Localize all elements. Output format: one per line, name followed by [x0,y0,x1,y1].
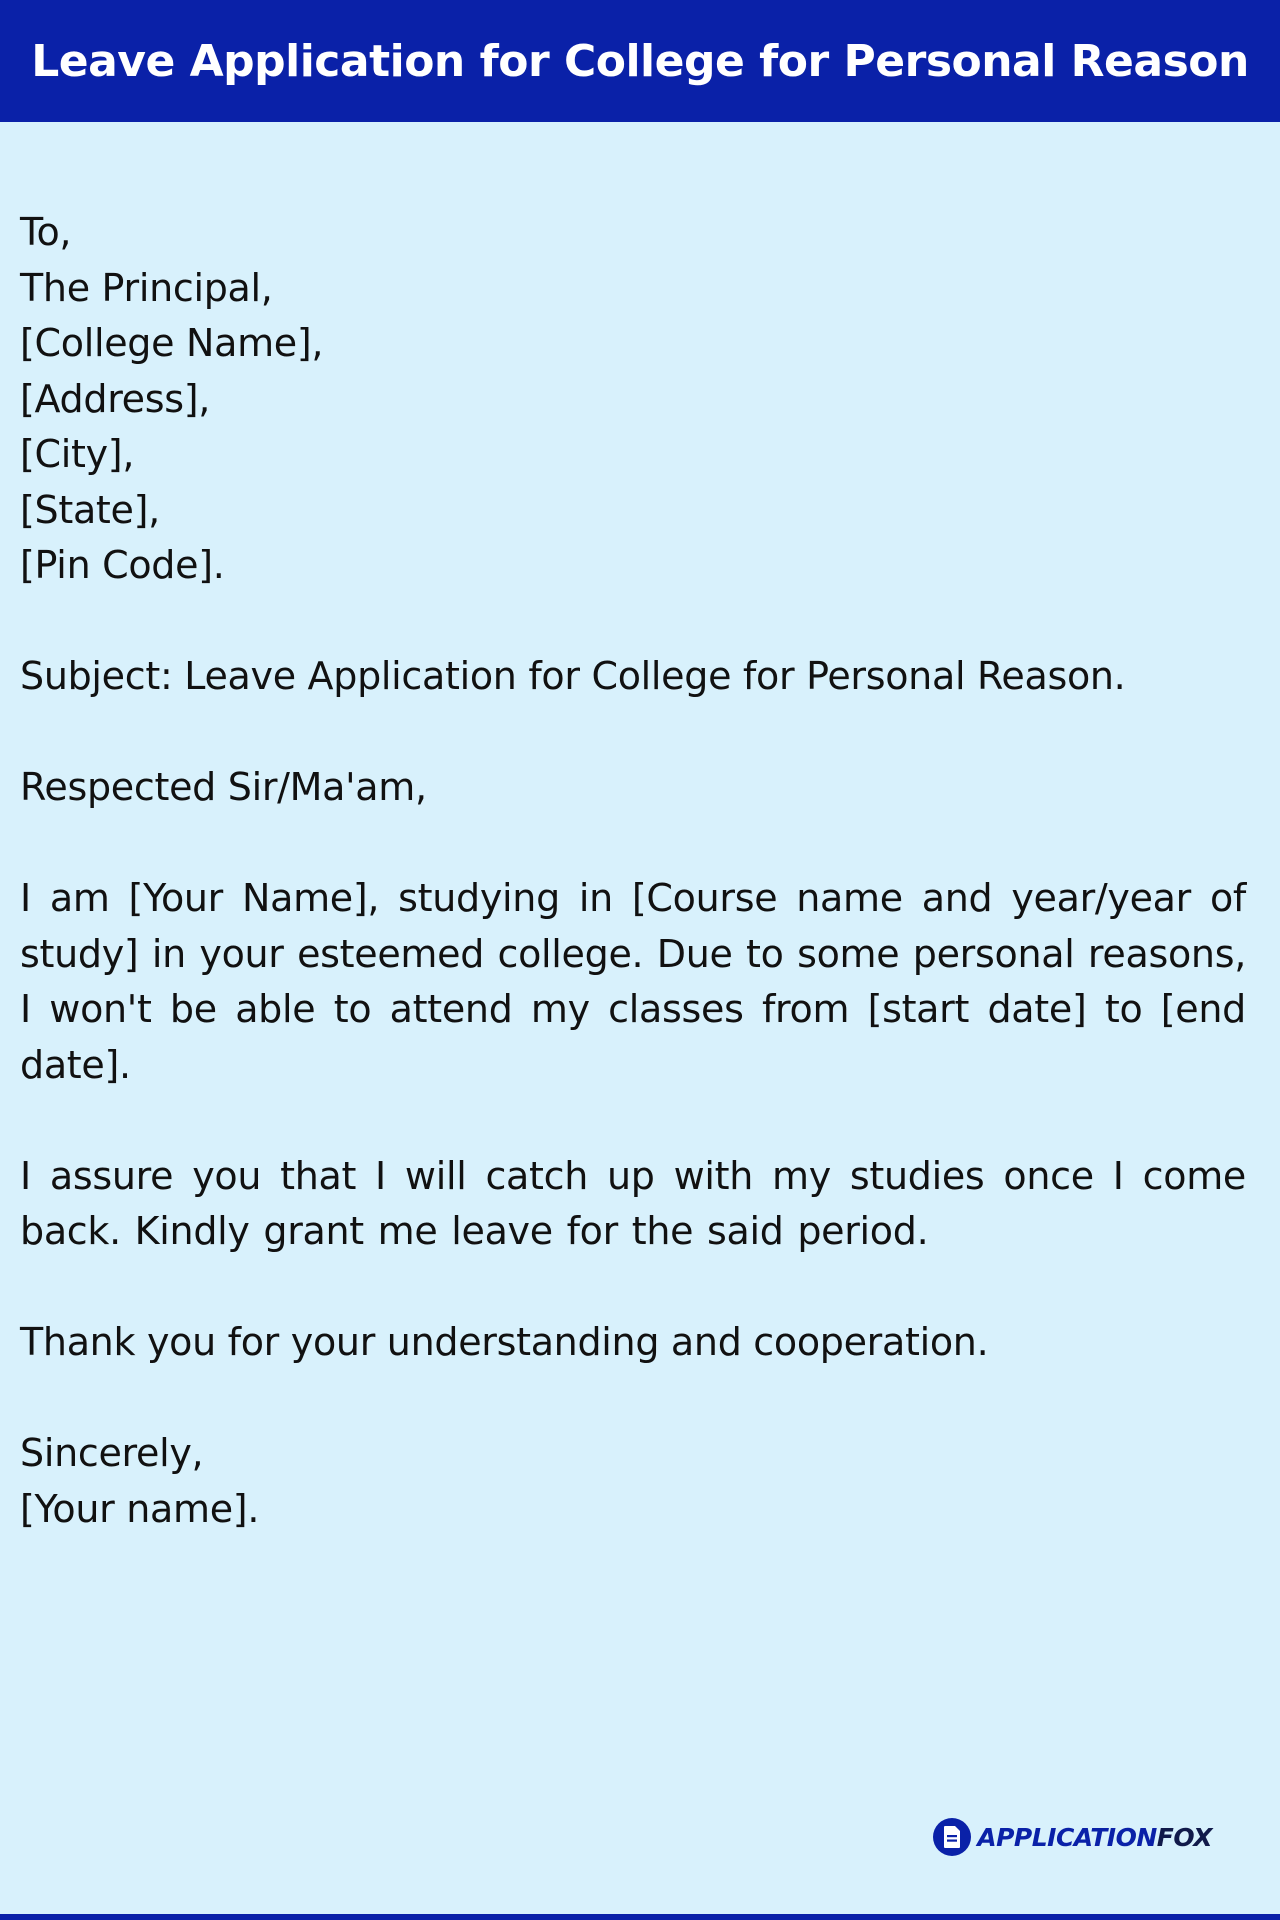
body-paragraph-3: Thank you for your understanding and cooperation. [20,1320,989,1364]
address-line: [State], [20,487,160,532]
spacer [20,594,1246,650]
signature: [Your name]. [20,1486,260,1531]
address-line: To, [20,210,72,254]
spacer [20,705,1246,761]
brand-name [977,1823,1212,1852]
bottom-border [0,1914,1280,1920]
spacer [20,816,1246,872]
subject-line: Subject: Leave Application for College for Personal Reason. [20,654,1126,698]
address-line: [College Name], [20,321,324,365]
address-line: The Principal, [20,265,273,310]
document-icon [933,1818,971,1856]
brand-logo [933,1818,1212,1856]
salutation: Respected Sir/Ma'am, [20,765,427,809]
spacer [20,1371,1246,1427]
letter-body [20,205,1246,1537]
address-line: [Pin Code]. [20,543,225,587]
address-line: [Address], [20,376,211,421]
spacer [20,1093,1246,1149]
body-paragraph-1: I am [Your Name], studying in [Course name and year/year of study] in your esteemed college. Due to some personal reasons, I won't be able to attend my classes from [start date] to [end date]. [20,876,1246,1087]
spacer [20,1260,1246,1316]
brand-name-part-2: FOX [1156,1822,1212,1852]
brand-name-part-1: APPLICATION [977,1822,1157,1852]
page-title: Leave Application for College for Personal Reason [31,35,1249,87]
header-banner [0,0,1280,122]
closing: Sincerely, [20,1431,204,1475]
address-line: [City], [20,432,135,476]
body-paragraph-2: I assure you that I will catch up with my studies once I come back. Kindly grant me leave for the said period. [20,1153,1246,1253]
